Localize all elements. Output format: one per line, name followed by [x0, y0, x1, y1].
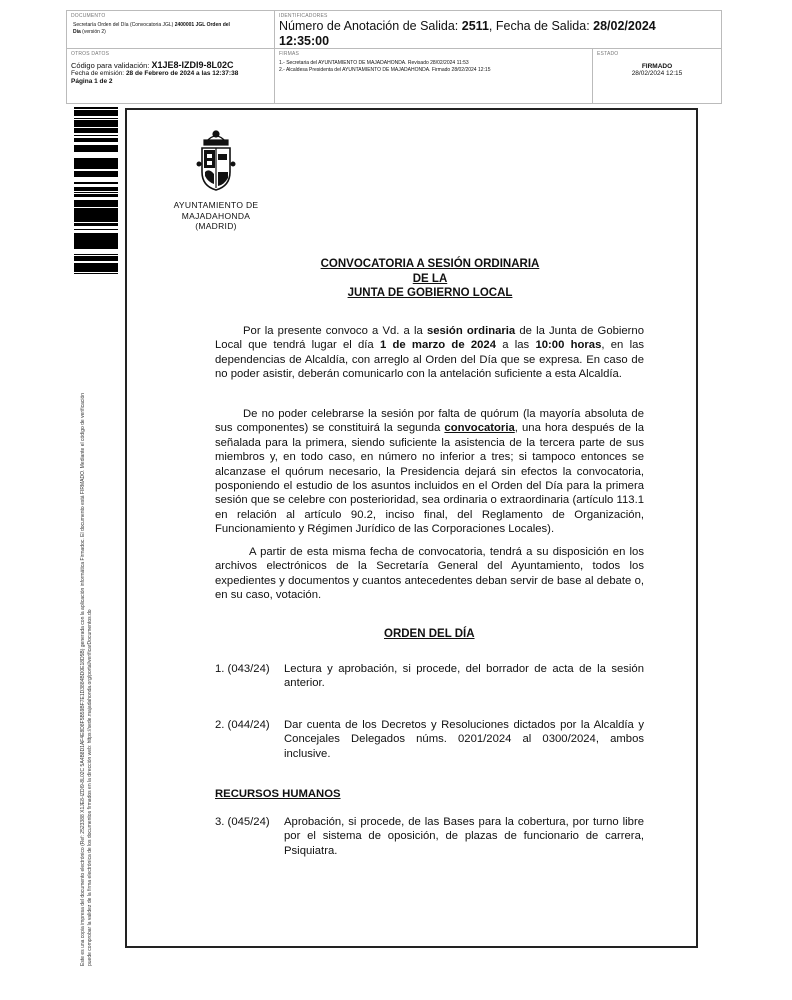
ayuntamiento-name: AYUNTAMIENTO DE MAJADAHONDA (MADRID)	[173, 200, 259, 231]
estado-value: FIRMADO	[641, 63, 673, 70]
page-indicator: Página 1 de 2	[71, 77, 113, 85]
documento-cell	[67, 11, 275, 49]
agenda-item	[215, 718, 644, 764]
agenda-item	[215, 815, 644, 861]
firma-entry: 1.- Secretaria del AYUNTAMIENTO DE MAJADAHONDA. Revisado 28/02/2024 11:53	[279, 60, 469, 66]
agenda-item-text: Lectura y aprobación, si procede, del borrador de acta de la sesión anterior.	[284, 663, 644, 690]
otros-datos-cell	[67, 49, 275, 103]
firmas-list	[279, 60, 588, 74]
estado-cell	[593, 49, 721, 103]
documento-description: Secretaría Orden del Día (Convocatoria JGL) 2400001 JGL Orden del Día (versión 2)	[73, 22, 230, 35]
firma-entry: 2.- Alcaldesa Presidenta del AYUNTAMIENTO DE MAJADAHONDA. Firmado 28/02/2024 12:15	[279, 67, 491, 73]
side-verification-text	[80, 286, 93, 966]
orden-del-dia-heading: ORDEN DEL DÍA	[384, 628, 475, 640]
validation-code[interactable]: X1JE8-IZDI9-8L02C	[151, 60, 234, 70]
document-title: CONVOCATORIA A SESIÓN ORDINARIA DE LA JUNTA DE GOBIERNO LOCAL	[320, 258, 540, 299]
estado-date: 28/02/2024 12:15	[631, 70, 683, 77]
document-header-table	[66, 10, 722, 104]
paragraph-documentacion: A partir de esta misma fecha de convocatoria, tendrá a su disposición en los archivos electrónicos de la Secretaría General del Ayuntamiento, todos los expedientes y documentos y cuantos antecedentes deban servir de base al debate o, en su caso, votación.	[215, 546, 644, 602]
agenda-item-number: 1. (043/24)	[215, 663, 270, 675]
anotacion-salida: Número de Anotación de Salida: 2511, Fecha de Salida: 28/02/2024 12:35:00	[279, 19, 656, 48]
agenda-item-text: Dar cuenta de los Decretos y Resoluciones dictados por la Alcaldía y Concejales Delegados núms. 0201/2024 al 0300/2024, ambos inclusive.	[284, 719, 644, 760]
coat-of-arms-icon	[194, 128, 238, 194]
estado-label: ESTADO	[597, 51, 619, 57]
firmas-label: FIRMAS	[279, 51, 300, 57]
otros-label: OTROS DATOS	[71, 51, 110, 57]
emission-date-line: Fecha de emisión: 28 de Febrero de 2024 a las 12:37:38	[71, 70, 239, 77]
identificadores-cell	[275, 11, 721, 49]
paragraph-quorum: De no poder celebrarse la sesión por falta de quórum (la mayoría absoluta de sus componentes) se constituirá la segunda convocatoria, una hora después de la señalada para la primera, siendo suficiente la asistencia de la tercera parte de sus miembros y, en todo caso, en número no inferior a tres; si tampoco entonces se alcanzase el quórum necesario, la Presidencia dejará sin efectos la convocatoria, posponiendo el estudio de los asuntos incluidos en el Orden del Día para la primera sesión que se celebre con posterioridad, sea ordinaria o extraordinaria (artículo 113.1 en relación al artículo 90.2, inciso final, del Reglamento de Organización, Funcionamiento y Régimen Jurídico de las Corporaciones Locales).	[215, 408, 644, 536]
documento-label: DOCUMENTO	[71, 13, 106, 19]
side-text-line[interactable]: puede comprobar la validez de la firma electrónica de los documentos firmados en la dirección web: https://sede.majadahonda.org/portal/verificarDocumentos.do	[86, 609, 93, 966]
firmas-cell	[275, 49, 593, 103]
validation-code-line: Código para validación: X1JE8-IZDI9-8L02C	[71, 60, 234, 70]
paragraph-convocatoria: Por la presente convoco a Vd. a la sesión ordinaria de la Junta de Gobierno Local que tendrá lugar el día 1 de marzo de 2024 a las 10:00 horas, en las dependencias de Alcaldía, con arreglo al Orden del Día que se expresa. En caso de no poder asistir, deberán comunicarlo con la antelación suficiente a esta Alcaldía.	[215, 325, 645, 381]
agenda-item-number: 2. (044/24)	[215, 719, 270, 731]
section-heading-recursos-humanos: RECURSOS HUMANOS	[215, 788, 341, 800]
side-text-line: Este es una copia impresa del documento electrónico (Ref: 2523388 X1JE8-IZDI9-8L02C 5A4B8D1AF4E8D8F5B59BF7E1D3884BD0E18D5B) generada con la aplicación informática Firmadoc. El documento está FIRMADO. Mediante el código de verificación	[80, 392, 86, 966]
identificadores-label: IDENTIFICADORES	[279, 13, 328, 19]
barcode-image	[74, 106, 118, 278]
agenda-item-text: Aprobación, si procede, de las Bases para la cobertura, por turno libre por el sistema de oposición, de plazas de funcionario de carrera, Psiquiatra.	[284, 816, 644, 857]
agenda-item	[215, 662, 644, 694]
agenda-item-number: 3. (045/24)	[215, 816, 270, 828]
